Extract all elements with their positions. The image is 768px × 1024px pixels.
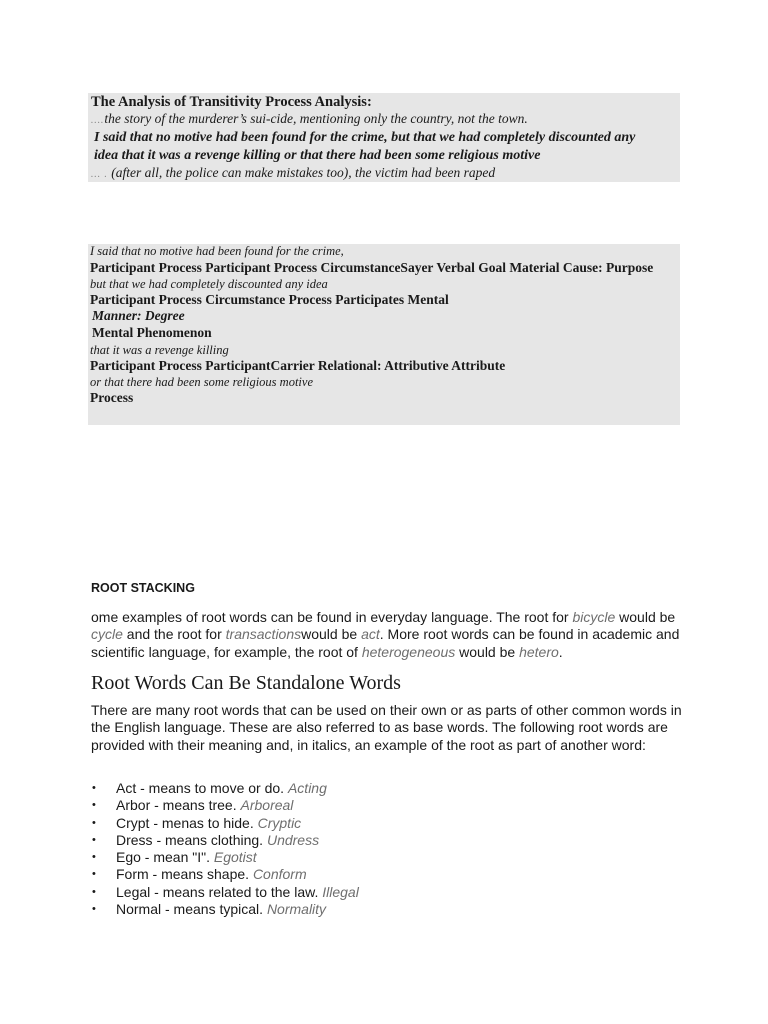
process-label-line: Participant Process Circumstance Process Participates Mental <box>90 292 449 307</box>
list-item <box>91 884 359 901</box>
example-word: Acting <box>287 780 327 796</box>
body-paragraph: There are many root words that can be used on their own or as parts of other common words in the English language. These are also referred to as base words. The following root words are provided with their meaning and, in italics, an example of the root as part of another word: <box>91 702 682 753</box>
item-text: Form - means shape. <box>116 866 253 883</box>
bullet: • <box>92 833 96 846</box>
process-label-line: Mental Phenomenon <box>92 325 212 340</box>
text: ome examples of root words can be found in everyday language. The root for <box>91 609 573 625</box>
item-text: Normal - means typical. <box>116 901 267 918</box>
text: would be <box>301 626 362 643</box>
bullet: • <box>92 799 96 812</box>
example-word: cycle <box>91 626 123 643</box>
clause-line: I said that no motive had been found for the crime, <box>90 244 344 258</box>
example-word: Cryptic <box>257 814 302 831</box>
analysis-line-5 <box>91 165 495 181</box>
text: and the root for <box>122 626 226 643</box>
example-word: bicycle <box>572 609 616 625</box>
example-word: Conform <box>252 866 307 883</box>
example-word: heterogeneous <box>361 643 456 660</box>
list-item <box>91 849 359 866</box>
example-word: Illegal <box>322 883 359 900</box>
text: would be <box>615 609 676 625</box>
section-heading: ROOT STACKING <box>91 581 195 595</box>
intro-paragraph <box>91 609 691 661</box>
analysis-title: The Analysis of Transitivity Process Analysis: <box>91 94 372 110</box>
clause-line: but that we had completely discounted any idea <box>90 277 328 291</box>
analysis-line-4: idea that it was a revenge killing or that there had been some religious motive <box>94 148 541 163</box>
clause-line: or that there had been some religious motive <box>90 375 313 389</box>
list-item <box>91 780 359 797</box>
list-item <box>91 832 359 849</box>
example-word: transactions <box>225 626 302 643</box>
list-item <box>91 901 359 918</box>
text: . <box>558 643 563 660</box>
analysis-line-2-text: the story of the murderer’s sui-cide, mentioning only the country, not the town. <box>104 111 528 126</box>
example-word: Undress <box>266 831 320 848</box>
item-text: Crypt - menas to hide. <box>116 814 258 831</box>
bullet: • <box>92 868 96 881</box>
process-label-line: Process <box>90 390 134 405</box>
ellipsis: …. <box>91 115 105 126</box>
bullet: • <box>92 851 96 864</box>
root-word-list <box>91 780 359 918</box>
example-word: act <box>361 626 380 643</box>
analysis-line-3: I said that no motive had been found for the crime, but that we had completely discounted any <box>94 130 636 145</box>
clause-line: that it was a revenge killing <box>90 343 229 357</box>
analysis-box <box>88 93 680 182</box>
list-item <box>91 815 359 832</box>
item-text: Arbor - means tree. <box>116 797 241 814</box>
example-word: Arboreal <box>240 797 294 814</box>
item-text: Ego - mean "I". <box>116 849 214 866</box>
list-item <box>91 866 359 883</box>
item-text: Legal - means related to the law. <box>116 883 323 900</box>
example-word: Egotist <box>213 849 257 866</box>
text: . More root words can be found in academic and scientific language, for example, the root of <box>91 626 680 660</box>
analysis-line-5-text: (after all, the police can make mistakes too), the victim had been raped <box>111 165 496 180</box>
bullet: • <box>92 903 96 916</box>
subheading: Root Words Can Be Standalone Words <box>91 672 401 694</box>
process-analysis-box <box>88 244 680 425</box>
analysis-line-2 <box>91 111 528 127</box>
example-word: hetero <box>519 643 559 660</box>
example-word: Normality <box>266 901 327 918</box>
item-text: Dress - means clothing. <box>116 831 267 848</box>
process-label-line: Participant Process ParticipantCarrier Relational: Attributive Attribute <box>90 358 506 373</box>
list-item <box>91 797 359 814</box>
ellipsis: … . <box>91 169 108 180</box>
process-label-line: Participant Process Participant Process CircumstanceSayer Verbal Goal Material Cause: Purpose <box>90 260 654 275</box>
item-text: Act - means to move or do. <box>116 780 288 796</box>
bullet: • <box>92 885 96 898</box>
process-label-line: Manner: Degree <box>92 308 185 323</box>
text: would be <box>455 643 520 660</box>
bullet: • <box>92 782 96 794</box>
bullet: • <box>92 816 96 829</box>
